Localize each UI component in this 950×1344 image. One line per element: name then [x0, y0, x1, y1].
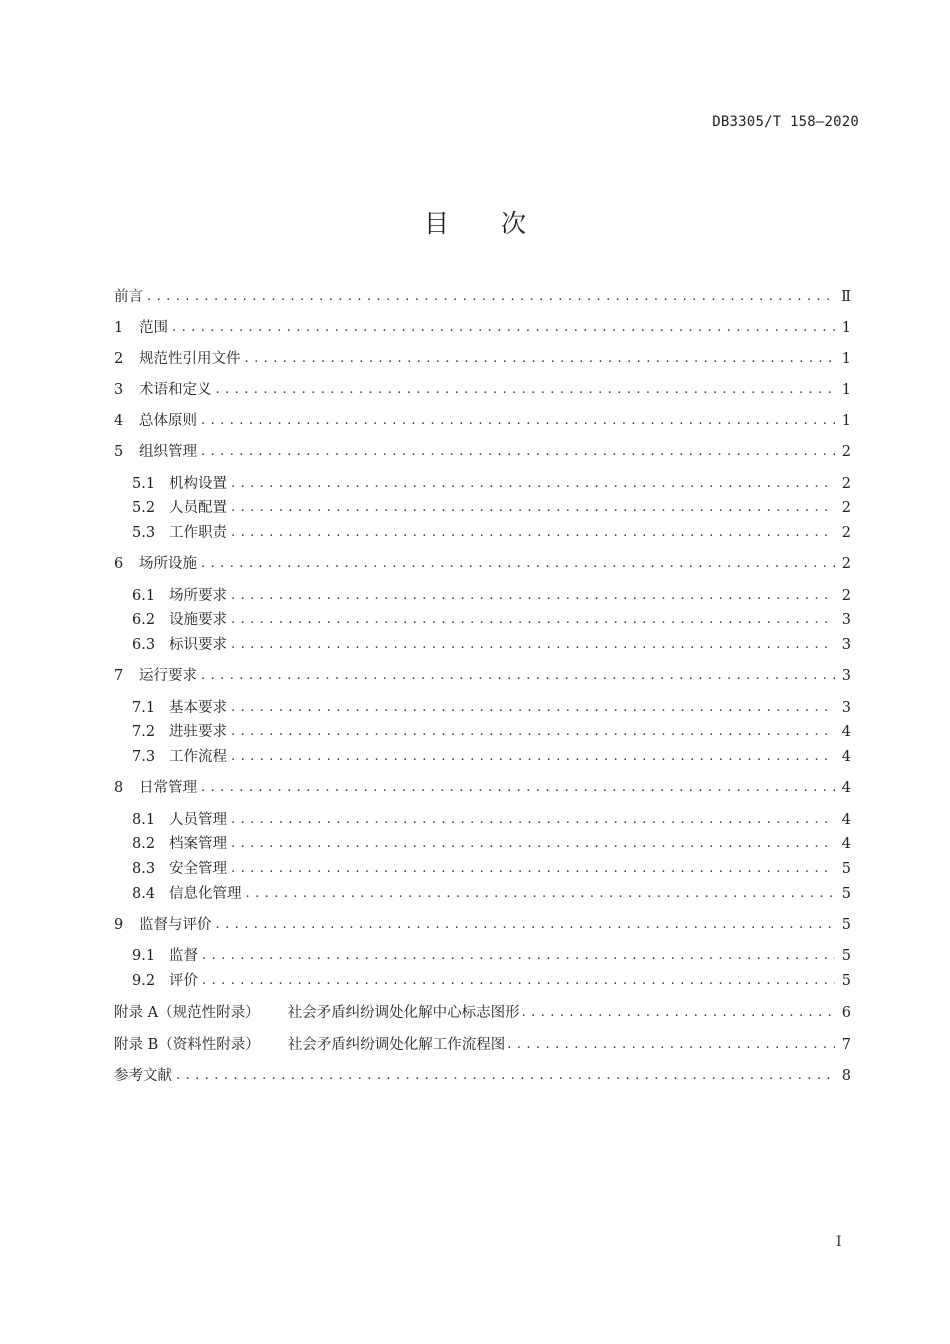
toc-entry-label: 设施要求	[169, 612, 227, 628]
toc-entry-page: 3	[841, 668, 851, 684]
toc-entry-label: 组织管理	[139, 444, 197, 460]
toc-entry-page: 5	[841, 948, 851, 964]
toc-entry-label: 监督与评价	[139, 917, 212, 933]
toc-entry-page: 5	[841, 917, 851, 933]
toc-entry-label: 人员管理	[169, 812, 227, 828]
toc-entry-number: 5.2	[132, 500, 156, 516]
toc-entry-label: 参考文献	[114, 1068, 172, 1084]
appendix-title: 社会矛盾纠纷调处化解中心标志图形	[287, 1005, 520, 1021]
toc-leader-dots	[507, 1034, 835, 1056]
toc-leader-dots	[147, 286, 835, 308]
toc-entry-page: 2	[841, 500, 851, 516]
toc-entry-number: 3	[114, 382, 124, 398]
toc-entry-page: 5	[841, 861, 851, 877]
toc-entry-label: 信息化管理	[169, 886, 242, 902]
toc-leader-dots	[201, 553, 835, 575]
toc-leader-dots	[231, 721, 835, 743]
toc-entry-page: 2	[841, 476, 851, 492]
toc-leader-dots	[246, 883, 836, 905]
toc-entry-3[interactable]	[114, 379, 851, 401]
toc-entry-number: 6.2	[132, 612, 156, 628]
toc-leader-dots	[216, 379, 836, 401]
toc-leader-dots	[522, 1002, 835, 1024]
toc-entry-number: 5	[114, 444, 124, 460]
toc-entry-5-2[interactable]	[132, 497, 851, 519]
toc-leader-dots	[231, 497, 835, 519]
toc-leader-dots	[231, 609, 835, 631]
toc-entry-8-1[interactable]	[132, 809, 851, 831]
toc-entry-label: 场所设施	[139, 556, 197, 572]
toc-entry-number: 9	[114, 917, 124, 933]
toc-entry-page: 3	[841, 612, 851, 628]
toc-entry-label: 工作流程	[169, 749, 227, 765]
appendix-prefix: 附录 B（资料性附录）	[114, 1037, 260, 1053]
toc-entry-9-2[interactable]	[132, 970, 851, 992]
toc-entry-6-1[interactable]	[132, 585, 851, 607]
toc-entry-label: 日常管理	[139, 780, 197, 796]
toc-entry-foreword[interactable]	[114, 286, 851, 308]
toc-entry-number: 6.3	[132, 637, 156, 653]
toc-entry-number: 5.3	[132, 525, 156, 541]
toc-entry-6[interactable]	[114, 553, 851, 575]
toc-entry-number: 7.3	[132, 749, 156, 765]
toc-leader-dots	[201, 441, 835, 463]
toc-entry-label: 档案管理	[169, 836, 227, 852]
toc-entry-page: 4	[841, 812, 851, 828]
toc-entry-page: Ⅱ	[841, 289, 851, 305]
toc-entry-5-1[interactable]	[132, 473, 851, 495]
appendix-title: 社会矛盾纠纷调处化解工作流程图	[287, 1037, 506, 1053]
toc-entry-9-1[interactable]	[132, 945, 851, 967]
toc-entry-appendix-b[interactable]	[114, 1034, 851, 1056]
toc-leader-dots	[231, 522, 835, 544]
toc-entry-label: 范围	[139, 320, 168, 336]
toc-entry-references[interactable]	[114, 1065, 851, 1087]
page-title: 目 次	[424, 209, 548, 238]
toc-entry-9[interactable]	[114, 914, 851, 936]
toc-entry-page: 7	[841, 1037, 851, 1053]
toc-entry-page: 1	[841, 382, 851, 398]
toc-entry-6-3[interactable]	[132, 634, 851, 656]
toc-entry-number: 8.2	[132, 836, 156, 852]
toc-entry-page: 1	[841, 320, 851, 336]
toc-leader-dots	[231, 858, 835, 880]
toc-entry-8[interactable]	[114, 777, 851, 799]
toc-leader-dots	[231, 634, 835, 656]
toc-entry-4[interactable]	[114, 410, 851, 432]
toc-entry-label: 安全管理	[169, 861, 227, 877]
toc-entry-5-3[interactable]	[132, 522, 851, 544]
toc-entry-number: 9.1	[132, 948, 156, 964]
toc-entry-5[interactable]	[114, 441, 851, 463]
toc-leader-dots	[231, 809, 835, 831]
toc-entry-label: 进驻要求	[169, 724, 227, 740]
toc-entry-number: 8	[114, 780, 124, 796]
toc-entry-label: 前言	[114, 289, 143, 305]
toc-entry-label: 工作职责	[169, 525, 227, 541]
page-number: I	[836, 1234, 842, 1250]
toc-entry-label: 术语和定义	[139, 382, 212, 398]
toc-entry-page: 1	[841, 351, 851, 367]
toc-entry-number: 7.2	[132, 724, 156, 740]
toc-entry-label: 监督	[169, 948, 198, 964]
toc-entry-label: 标识要求	[169, 637, 227, 653]
toc-leader-dots	[201, 665, 835, 687]
toc-entry-8-2[interactable]	[132, 833, 851, 855]
toc-entry-number: 4	[114, 413, 124, 429]
toc-entry-page: 5	[841, 973, 851, 989]
toc-entry-7-3[interactable]	[132, 746, 851, 768]
toc-leader-dots	[231, 473, 835, 495]
toc-entry-number: 7	[114, 668, 124, 684]
toc-entry-page: 2	[841, 588, 851, 604]
toc-leader-dots	[245, 348, 836, 370]
toc-entry-page: 6	[841, 1005, 851, 1021]
toc-entry-page: 1	[841, 413, 851, 429]
toc-leader-dots	[231, 746, 835, 768]
toc-entry-8-3[interactable]	[132, 858, 851, 880]
toc-entry-number: 9.2	[132, 973, 156, 989]
toc-leader-dots	[172, 317, 835, 339]
document-code: DB3305/T 158—2020	[712, 114, 859, 130]
toc-entry-page: 3	[841, 700, 851, 716]
toc-entry-8-4[interactable]	[132, 883, 851, 905]
toc-leader-dots	[202, 970, 835, 992]
toc-entry-label: 基本要求	[169, 700, 227, 716]
toc-entry-page: 4	[841, 836, 851, 852]
toc-entry-2[interactable]	[114, 348, 851, 370]
appendix-prefix: 附录 A（规范性附录）	[114, 1005, 260, 1021]
toc-entry-label: 运行要求	[139, 668, 197, 684]
toc-entry-1[interactable]	[114, 317, 851, 339]
toc-entry-number: 2	[114, 351, 124, 367]
toc-entry-6-2[interactable]	[132, 609, 851, 631]
toc-leader-dots	[231, 833, 835, 855]
toc-entry-number: 8.4	[132, 886, 156, 902]
toc-leader-dots	[176, 1065, 835, 1087]
toc-entry-number: 6.1	[132, 588, 156, 604]
toc-leader-dots	[231, 585, 835, 607]
toc-entry-number: 6	[114, 556, 124, 572]
toc-entry-number: 5.1	[132, 476, 156, 492]
toc-entry-number: 8.1	[132, 812, 156, 828]
toc-entry-number: 1	[114, 320, 124, 336]
toc-entry-7[interactable]	[114, 665, 851, 687]
toc-entry-page: 4	[841, 749, 851, 765]
toc-entry-page: 4	[841, 780, 851, 796]
toc-entry-page: 5	[841, 886, 851, 902]
toc-entry-label: 总体原则	[139, 413, 197, 429]
toc-entry-page: 2	[841, 556, 851, 572]
toc-entry-appendix-a[interactable]	[114, 1002, 851, 1024]
toc-entry-label: 评价	[169, 973, 198, 989]
toc-entry-label: 场所要求	[169, 588, 227, 604]
toc-entry-label: 规范性引用文件	[139, 351, 241, 367]
toc-entry-number: 8.3	[132, 861, 156, 877]
toc-entry-page: 3	[841, 637, 851, 653]
toc-entry-page: 2	[841, 444, 851, 460]
toc-leader-dots	[201, 777, 835, 799]
toc-entry-label: 机构设置	[169, 476, 227, 492]
toc-entry-page: 4	[841, 724, 851, 740]
toc-leader-dots	[216, 914, 836, 936]
toc-leader-dots	[231, 697, 835, 719]
toc-entry-7-1[interactable]	[132, 697, 851, 719]
toc-leader-dots	[201, 410, 835, 432]
toc-entry-page: 8	[841, 1068, 851, 1084]
toc-entry-7-2[interactable]	[132, 721, 851, 743]
toc-entry-number: 7.1	[132, 700, 156, 716]
toc-leader-dots	[202, 945, 835, 967]
toc-entry-page: 2	[841, 525, 851, 541]
toc-entry-label: 人员配置	[169, 500, 227, 516]
